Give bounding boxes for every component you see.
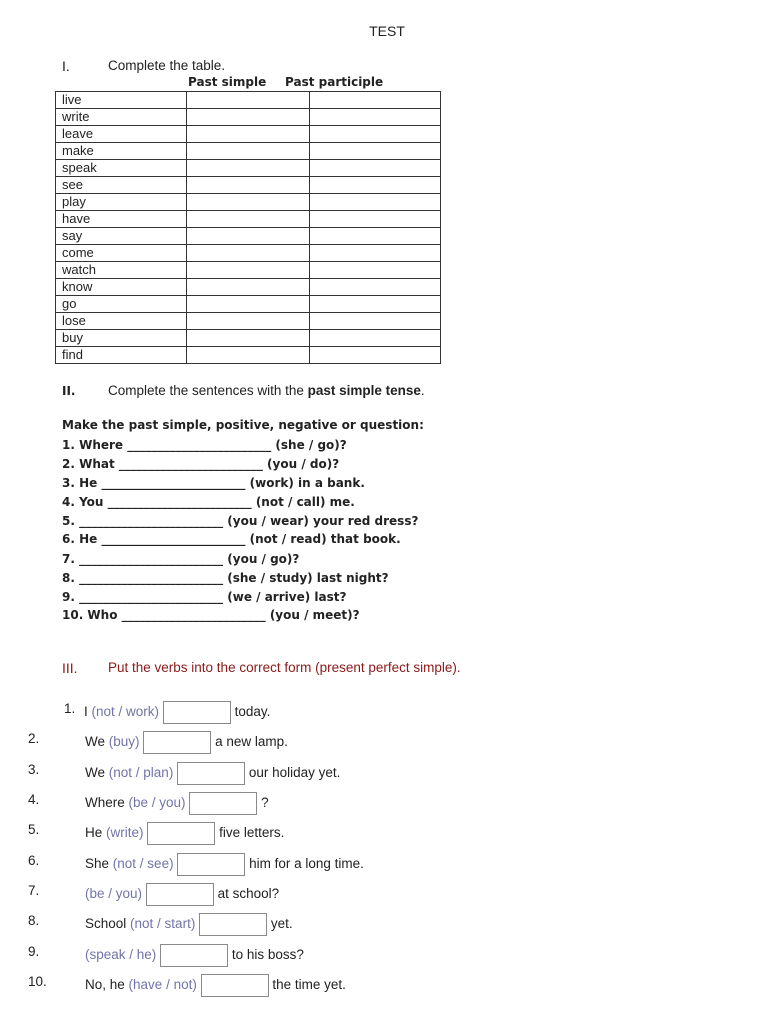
- present-perfect-item: [85, 944, 304, 967]
- verb-base-form: buy: [56, 330, 187, 347]
- present-perfect-item: [84, 701, 270, 724]
- verb-base-form: have: [56, 211, 187, 228]
- item-rest: ?: [261, 795, 269, 810]
- past-participle-cell[interactable]: [310, 177, 441, 194]
- past-simple-cell[interactable]: [187, 194, 310, 211]
- verb-hint: (not / start): [130, 916, 196, 931]
- past-simple-sentence: 5. ________________________ (you / wear) your red dress?: [62, 514, 419, 528]
- verb-base-form: make: [56, 143, 187, 160]
- answer-input-box[interactable]: [143, 731, 211, 754]
- column-header-past-participle: Past participle: [285, 75, 384, 89]
- item-rest: a new lamp.: [215, 734, 288, 749]
- past-participle-cell[interactable]: [310, 92, 441, 109]
- past-simple-cell[interactable]: [187, 347, 310, 364]
- verb-row: [56, 194, 441, 211]
- item-subject: Where: [85, 795, 125, 810]
- section-1-numeral: I.: [62, 58, 70, 74]
- item-number: 1.: [64, 701, 76, 716]
- past-simple-cell[interactable]: [187, 279, 310, 296]
- verb-row: [56, 228, 441, 245]
- past-participle-cell[interactable]: [310, 109, 441, 126]
- verb-base-form: lose: [56, 313, 187, 330]
- answer-input-box[interactable]: [160, 944, 228, 967]
- verb-hint: (not / work): [91, 704, 160, 719]
- verb-hint: (not / see): [112, 856, 174, 871]
- present-perfect-item: [85, 822, 284, 845]
- item-number: 7.: [28, 883, 40, 898]
- verb-row: [56, 92, 441, 109]
- column-header-past-simple: Past simple: [188, 75, 267, 89]
- verb-base-form: watch: [56, 262, 187, 279]
- past-simple-cell[interactable]: [187, 211, 310, 228]
- item-subject: No, he: [85, 977, 125, 992]
- verb-hint: (have / not): [128, 977, 197, 992]
- section-3-numeral: III.: [62, 660, 78, 676]
- section-2-numeral: II.: [62, 384, 76, 398]
- past-participle-cell[interactable]: [310, 262, 441, 279]
- item-rest: today.: [234, 704, 271, 719]
- verb-row: [56, 211, 441, 228]
- item-subject: We: [85, 765, 106, 780]
- present-perfect-item: [85, 792, 269, 815]
- section-2-instruction: Complete the sentences with the past simple tense.: [108, 383, 425, 398]
- item-subject: We: [85, 734, 106, 749]
- verb-row: [56, 160, 441, 177]
- instruction-emphasis: past simple tense: [307, 383, 421, 398]
- verb-row: [56, 126, 441, 143]
- verb-row: [56, 347, 441, 364]
- answer-input-box[interactable]: [189, 792, 257, 815]
- item-rest: five letters.: [219, 825, 285, 840]
- present-perfect-item: [85, 974, 346, 997]
- verb-base-form: play: [56, 194, 187, 211]
- item-subject: She: [85, 856, 110, 871]
- answer-input-box[interactable]: [147, 822, 215, 845]
- past-participle-cell[interactable]: [310, 279, 441, 296]
- past-simple-sentence: 6. He ________________________ (not / read) that book.: [62, 532, 401, 546]
- answer-input-box[interactable]: [177, 762, 245, 785]
- item-number: 8.: [28, 913, 40, 928]
- item-rest: yet.: [270, 916, 293, 931]
- verb-row: [56, 245, 441, 262]
- item-rest: him for a long time.: [249, 856, 364, 871]
- verb-hint: (speak / he): [85, 947, 157, 962]
- section-1-instruction: Complete the table.: [108, 58, 226, 73]
- past-simple-cell[interactable]: [187, 92, 310, 109]
- item-subject: School: [85, 916, 127, 931]
- verb-row: [56, 279, 441, 296]
- item-number: 2.: [28, 731, 40, 746]
- past-simple-cell[interactable]: [187, 330, 310, 347]
- past-simple-sentence: 7. ________________________ (you / go)?: [62, 552, 300, 566]
- verb-base-form: come: [56, 245, 187, 262]
- verb-row: [56, 143, 441, 160]
- past-participle-cell[interactable]: [310, 160, 441, 177]
- present-perfect-item: [85, 731, 288, 754]
- present-perfect-item: [85, 883, 279, 906]
- past-simple-sentence: 8. ________________________ (she / study) last night?: [62, 571, 389, 585]
- past-participle-cell[interactable]: [310, 245, 441, 262]
- verb-hint: (buy): [108, 734, 140, 749]
- past-simple-cell[interactable]: [187, 245, 310, 262]
- verb-base-form: say: [56, 228, 187, 245]
- past-simple-cell[interactable]: [187, 143, 310, 160]
- verb-row: [56, 330, 441, 347]
- verb-base-form: live: [56, 92, 187, 109]
- answer-input-box[interactable]: [163, 701, 231, 724]
- verb-table: [55, 91, 441, 364]
- past-simple-sentence: 4. You ________________________ (not / call) me.: [62, 495, 355, 509]
- verb-base-form: know: [56, 279, 187, 296]
- present-perfect-item: [85, 853, 364, 876]
- past-participle-cell[interactable]: [310, 211, 441, 228]
- section-3-instruction: Put the verbs into the correct form (present perfect simple).: [108, 660, 461, 675]
- item-rest: our holiday yet.: [248, 765, 341, 780]
- answer-input-box[interactable]: [177, 853, 245, 876]
- past-simple-cell[interactable]: [187, 126, 310, 143]
- verb-row: [56, 313, 441, 330]
- item-number: 10.: [28, 974, 47, 989]
- past-participle-cell[interactable]: [310, 313, 441, 330]
- past-simple-sentence: 1. Where ________________________ (she / go)?: [62, 438, 347, 452]
- item-subject: I: [84, 704, 88, 719]
- present-perfect-item: [85, 913, 293, 936]
- past-simple-cell[interactable]: [187, 296, 310, 313]
- verb-base-form: leave: [56, 126, 187, 143]
- present-perfect-item: [85, 762, 340, 785]
- item-number: 3.: [28, 762, 40, 777]
- verb-row: [56, 177, 441, 194]
- verb-base-form: go: [56, 296, 187, 313]
- section-2-subheading: Make the past simple, positive, negative or question:: [62, 418, 424, 432]
- answer-input-box[interactable]: [199, 913, 267, 936]
- item-rest: at school?: [217, 886, 280, 901]
- verb-base-form: speak: [56, 160, 187, 177]
- past-participle-cell[interactable]: [310, 347, 441, 364]
- past-participle-cell[interactable]: [310, 143, 441, 160]
- verb-base-form: write: [56, 109, 187, 126]
- past-simple-cell[interactable]: [187, 262, 310, 279]
- verb-row: [56, 109, 441, 126]
- past-participle-cell[interactable]: [310, 330, 441, 347]
- past-simple-cell[interactable]: [187, 109, 310, 126]
- page-title: TEST: [369, 23, 405, 39]
- past-simple-sentence: 3. He ________________________ (work) in a bank.: [62, 476, 365, 490]
- item-number: 9.: [28, 944, 40, 959]
- past-simple-cell[interactable]: [187, 313, 310, 330]
- item-number: 5.: [28, 822, 40, 837]
- verb-hint: (write): [106, 825, 144, 840]
- item-rest: to his boss?: [231, 947, 304, 962]
- past-simple-sentence: 9. ________________________ (we / arrive) last?: [62, 590, 347, 604]
- item-rest: the time yet.: [272, 977, 346, 992]
- item-number: 4.: [28, 792, 40, 807]
- past-simple-cell[interactable]: [187, 228, 310, 245]
- past-participle-cell[interactable]: [310, 126, 441, 143]
- past-simple-cell[interactable]: [187, 177, 310, 194]
- verb-hint: (not / plan): [108, 765, 174, 780]
- past-participle-cell[interactable]: [310, 296, 441, 313]
- verb-row: [56, 296, 441, 313]
- verb-row: [56, 262, 441, 279]
- past-participle-cell[interactable]: [310, 194, 441, 211]
- item-number: 6.: [28, 853, 40, 868]
- past-participle-cell[interactable]: [310, 228, 441, 245]
- past-simple-sentence: 10. Who ________________________ (you / meet)?: [62, 608, 360, 622]
- verb-hint: (be / you): [85, 886, 143, 901]
- verb-base-form: find: [56, 347, 187, 364]
- verb-hint: (be / you): [128, 795, 186, 810]
- verb-base-form: see: [56, 177, 187, 194]
- answer-input-box[interactable]: [146, 883, 214, 906]
- answer-input-box[interactable]: [201, 974, 269, 997]
- item-subject: He: [85, 825, 103, 840]
- past-simple-sentence: 2. What ________________________ (you / do)?: [62, 457, 340, 471]
- past-simple-cell[interactable]: [187, 160, 310, 177]
